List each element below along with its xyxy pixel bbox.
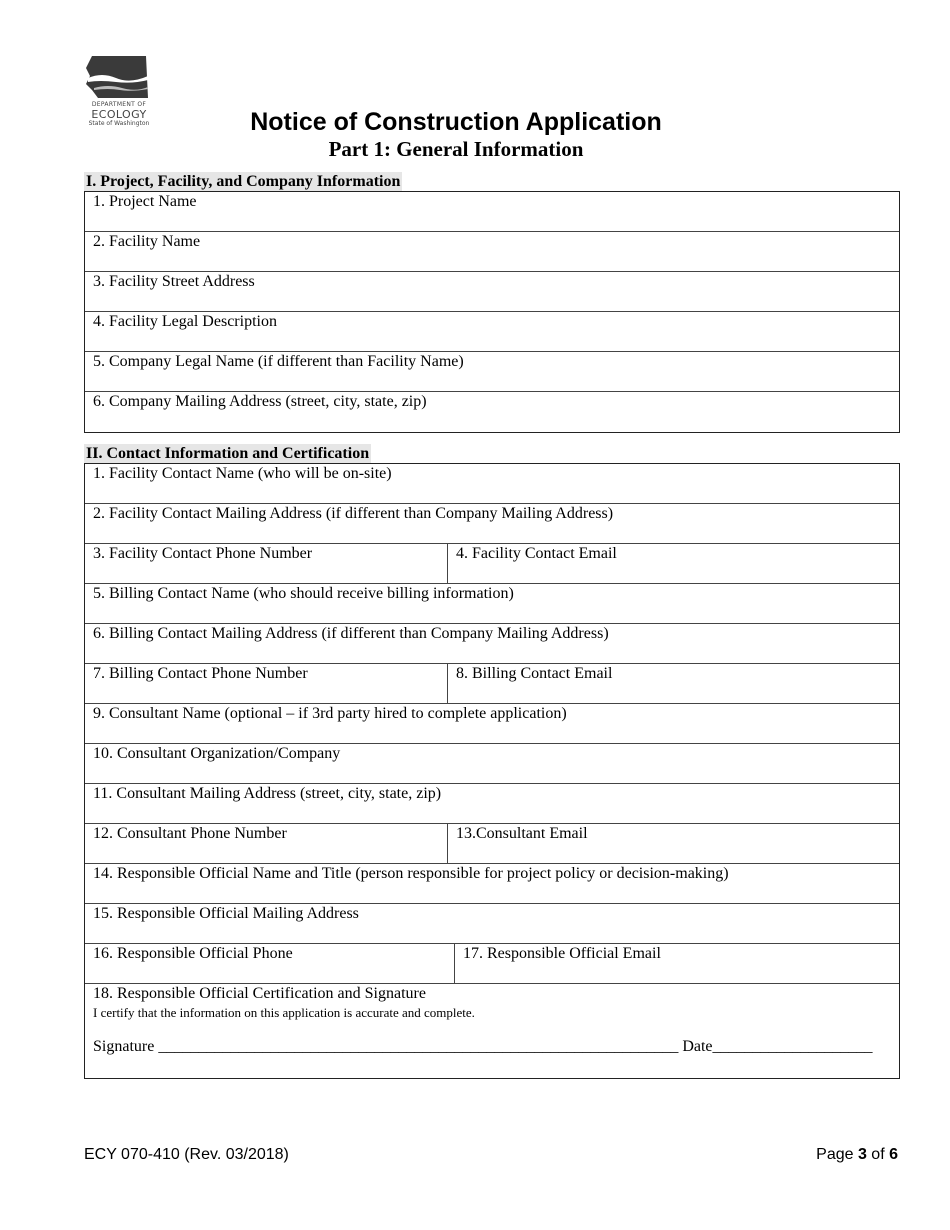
section-2-heading: II. Contact Information and Certification xyxy=(86,445,370,462)
billing-contact-phone-field[interactable]: 7. Billing Contact Phone Number xyxy=(85,664,448,703)
section-2-form xyxy=(84,463,900,1079)
form-row[interactable] xyxy=(85,232,899,272)
form-row[interactable] xyxy=(85,352,899,392)
consultant-mailing-address-field[interactable]: 11. Consultant Mailing Address (street, city, state, zip) xyxy=(93,785,442,802)
page-title: Notice of Construction Application xyxy=(250,108,662,136)
billing-contact-name-field[interactable]: 5. Billing Contact Name (who should receive billing information) xyxy=(93,585,514,602)
form-row[interactable] xyxy=(85,904,899,944)
billing-contact-email-field[interactable]: 8. Billing Contact Email xyxy=(456,665,613,682)
billing-contact-mailing-address-field[interactable]: 6. Billing Contact Mailing Address (if different than Company Mailing Address) xyxy=(93,625,609,642)
consultant-email-field[interactable]: 13.Consultant Email xyxy=(456,825,588,842)
facility-contact-mailing-address-field[interactable]: 2. Facility Contact Mailing Address (if different than Company Mailing Address) xyxy=(93,505,614,522)
facility-street-address-field[interactable]: 3. Facility Street Address xyxy=(93,273,255,290)
responsible-official-name-title-field[interactable]: 14. Responsible Official Name and Title (person responsible for project policy or decision-making) xyxy=(93,865,729,882)
company-legal-name-field[interactable]: 5. Company Legal Name (if different than Facility Name) xyxy=(93,353,464,370)
total-pages: 6 xyxy=(889,1146,898,1163)
form-row xyxy=(85,824,899,864)
facility-legal-description-field[interactable]: 4. Facility Legal Description xyxy=(93,313,277,330)
facility-contact-phone-field[interactable]: 3. Facility Contact Phone Number xyxy=(85,544,448,583)
page-subtitle: Part 1: General Information xyxy=(328,137,584,161)
responsible-official-email-field[interactable]: 17. Responsible Official Email xyxy=(463,945,661,962)
form-row xyxy=(85,664,899,704)
certification-label: 18. Responsible Official Certification and Signature xyxy=(93,985,426,1002)
signature-line xyxy=(93,1038,891,1056)
form-row xyxy=(85,944,899,984)
section-1-form xyxy=(84,191,900,433)
page-number xyxy=(816,1146,898,1164)
form-row[interactable] xyxy=(85,192,899,232)
form-row[interactable] xyxy=(85,392,899,432)
facility-contact-email-field[interactable]: 4. Facility Contact Email xyxy=(456,545,617,562)
consultant-phone-field[interactable]: 12. Consultant Phone Number xyxy=(85,824,448,863)
date-field[interactable]: Date____________________ xyxy=(682,1038,873,1055)
company-mailing-address-field[interactable]: 6. Company Mailing Address (street, city, state, zip) xyxy=(93,393,427,410)
current-page: 3 xyxy=(857,1146,867,1163)
facility-contact-name-field[interactable]: 1. Facility Contact Name (who will be on-site) xyxy=(93,465,392,482)
form-row[interactable] xyxy=(85,744,899,784)
certification-statement: I certify that the information on this application is accurate and complete. xyxy=(93,1005,475,1020)
form-id: ECY 070-410 (Rev. 03/2018) xyxy=(84,1146,289,1163)
form-row[interactable] xyxy=(85,624,899,664)
form-row[interactable] xyxy=(85,504,899,544)
certification-block xyxy=(85,984,899,1078)
facility-name-field[interactable]: 2. Facility Name xyxy=(93,233,201,250)
form-row[interactable] xyxy=(85,464,899,504)
form-row[interactable] xyxy=(85,784,899,824)
section-1-heading: I. Project, Facility, and Company Information xyxy=(86,173,401,190)
form-row[interactable] xyxy=(85,272,899,312)
form-row xyxy=(85,544,899,584)
consultant-organization-field[interactable]: 10. Consultant Organization/Company xyxy=(93,745,341,762)
consultant-name-field[interactable]: 9. Consultant Name (optional – if 3rd party hired to complete application) xyxy=(93,705,567,722)
form-row[interactable] xyxy=(85,584,899,624)
logo-department-text: DEPARTMENT OF xyxy=(91,101,147,108)
logo-ecology-text: ECOLOGY xyxy=(91,108,147,121)
responsible-official-phone-field[interactable]: 16. Responsible Official Phone xyxy=(85,944,455,983)
logo-state-text: State of Washington xyxy=(88,120,150,127)
form-row[interactable] xyxy=(85,312,899,352)
page-prefix: Page xyxy=(816,1146,858,1163)
page-of: of xyxy=(866,1146,890,1163)
signature-field[interactable]: Signature _________________________________________________________________ xyxy=(93,1038,679,1055)
project-name-field[interactable]: 1. Project Name xyxy=(93,193,197,210)
form-row[interactable] xyxy=(85,704,899,744)
form-row[interactable] xyxy=(85,864,899,904)
responsible-official-mailing-address-field[interactable]: 15. Responsible Official Mailing Address xyxy=(93,905,359,922)
washington-state-icon xyxy=(84,54,154,100)
